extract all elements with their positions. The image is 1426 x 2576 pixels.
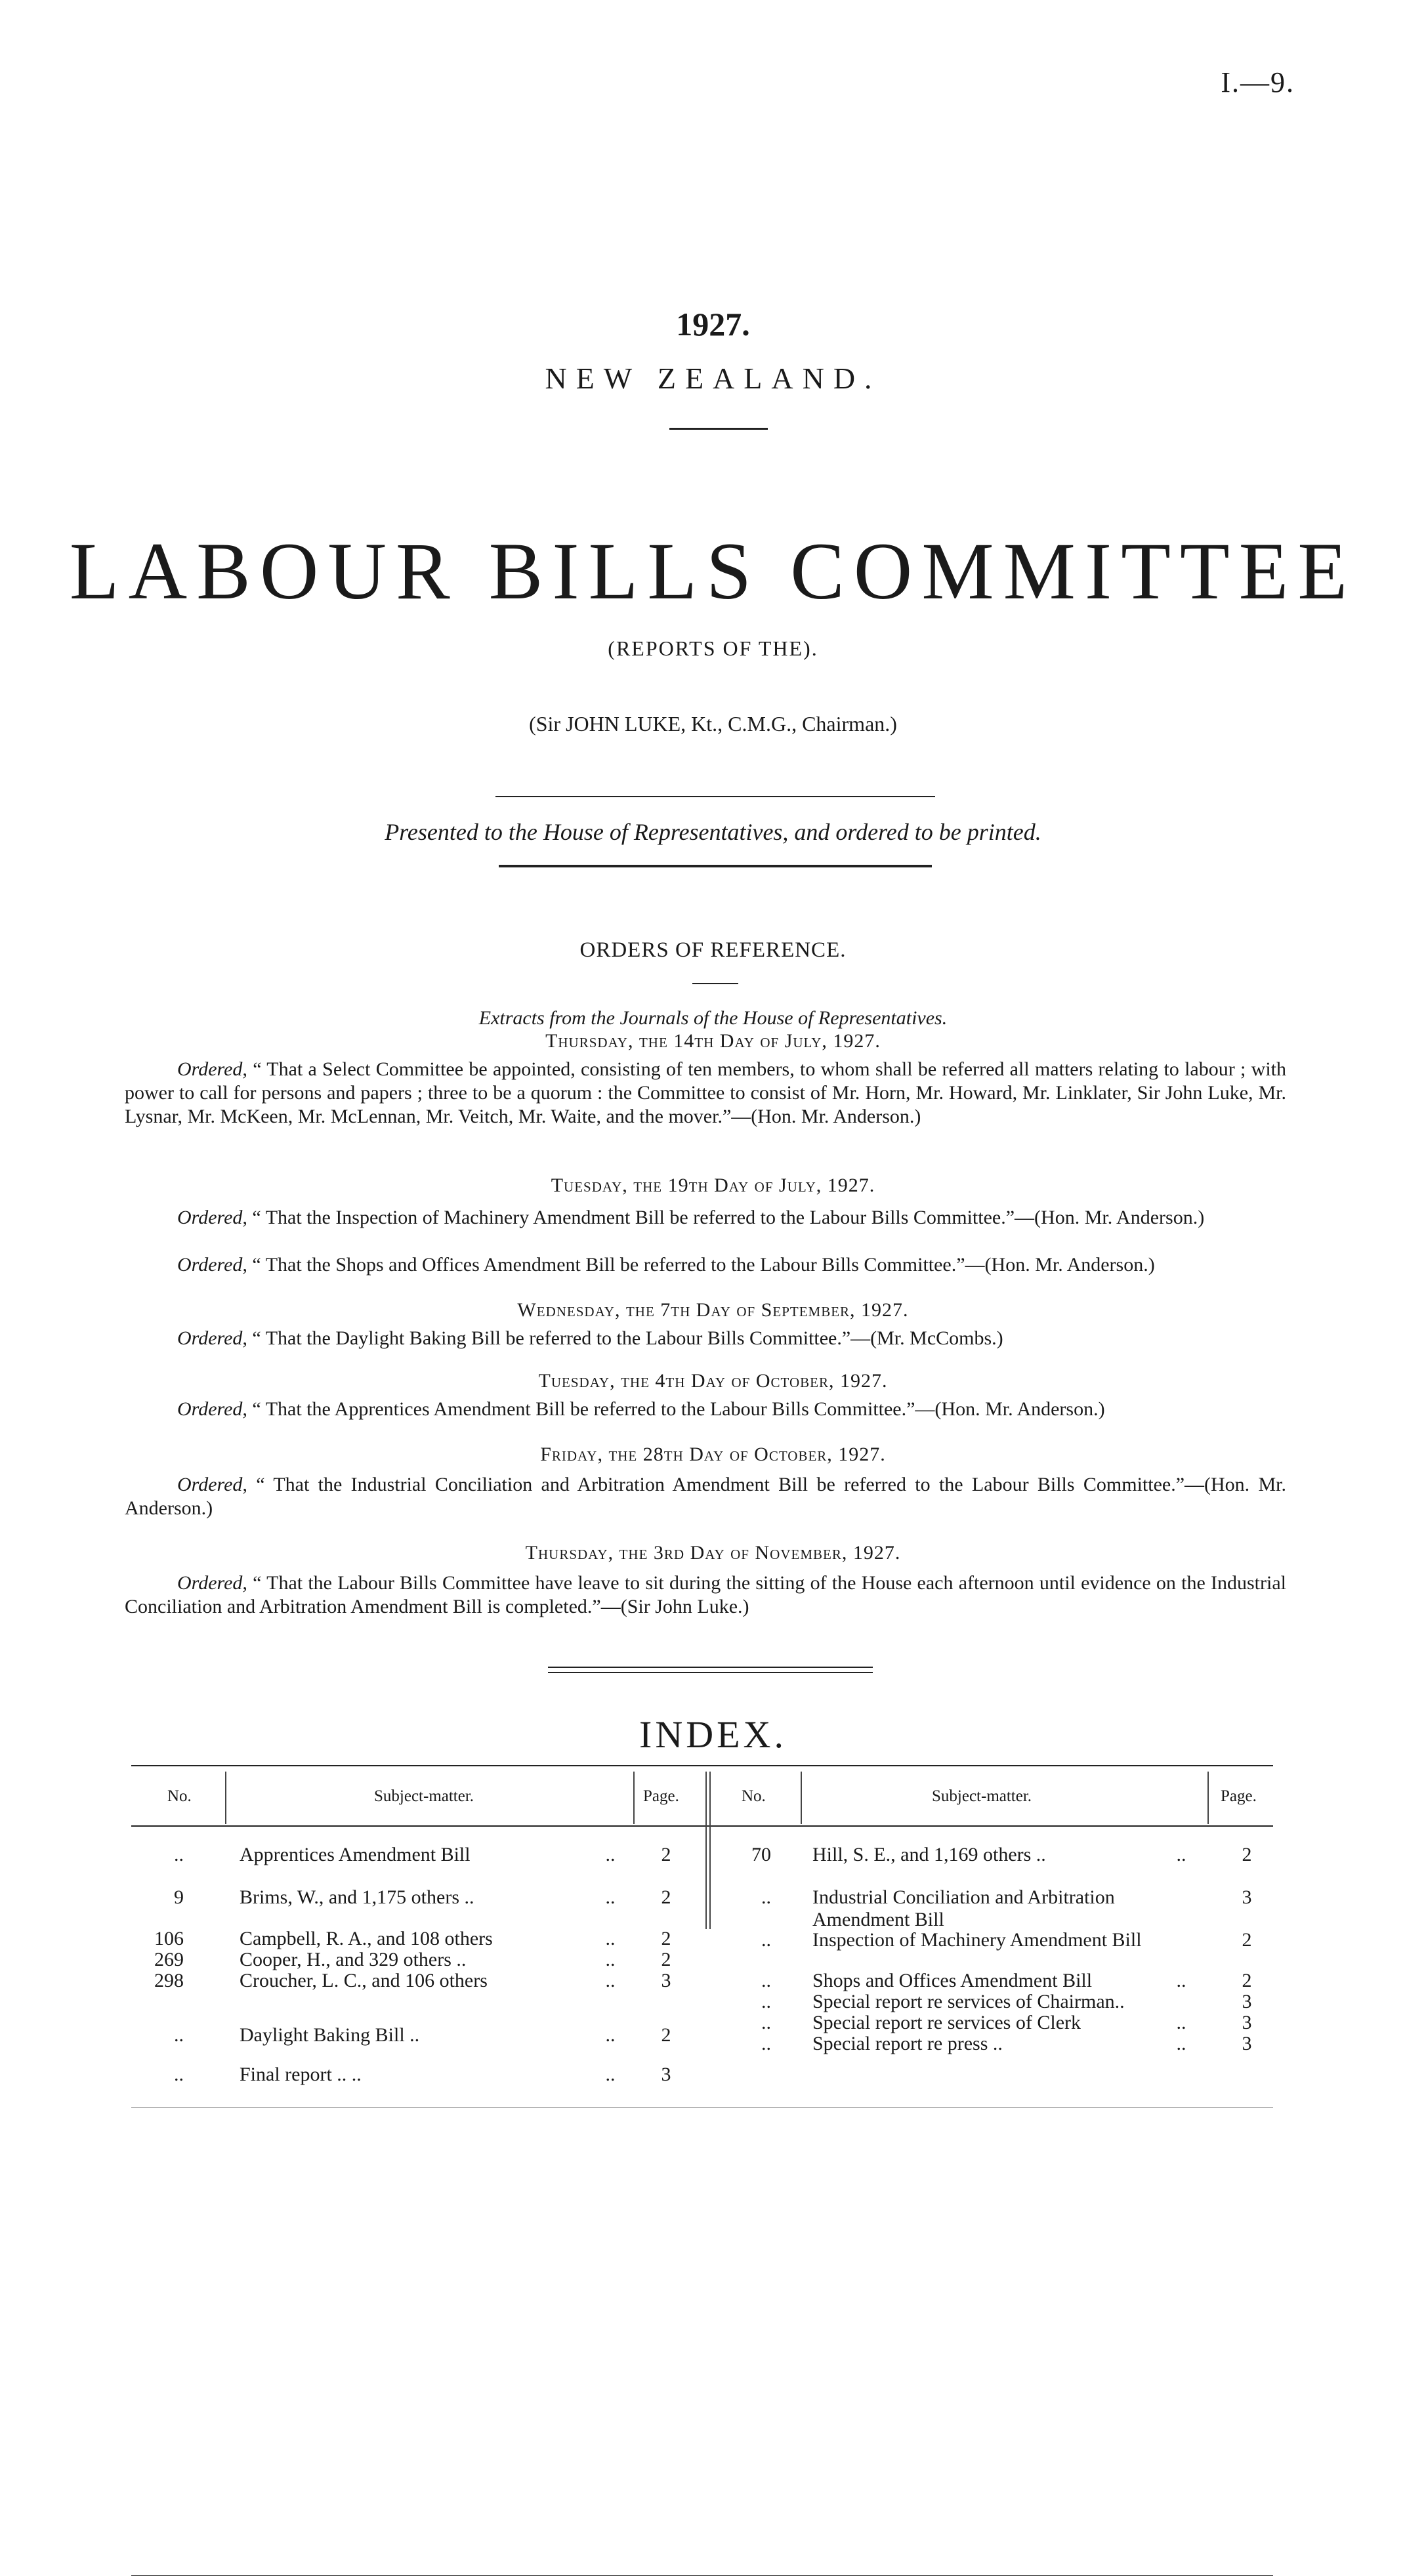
- row-subject: Croucher, L. C., and 106 others: [240, 1970, 488, 1991]
- row-subject: Special report re services of Chairman..: [812, 1991, 1125, 2012]
- column-rule: [705, 1772, 707, 1929]
- header-subject: Subject-matter.: [932, 1787, 1032, 1805]
- row-no: ..: [174, 2024, 184, 2046]
- row-no: 70: [751, 1844, 771, 1865]
- row-page: 3: [1242, 2033, 1252, 2054]
- row-page: 3: [1242, 1886, 1252, 1908]
- order-text: “ That the Apprentices Amendment Bill be referred to the Labour Bills Committee.”—(Hon. Mr. Anderson.): [252, 1398, 1105, 1420]
- row-no: ..: [174, 1844, 184, 1865]
- divider: [495, 796, 935, 797]
- row-page: 2: [1242, 1929, 1252, 1951]
- order-text: “ That the Inspection of Machinery Amendment Bill be referred to the Labour Bills Committee.”—(Hon. Mr. Anderson.): [252, 1207, 1205, 1228]
- row-leader: ..: [605, 1928, 616, 1949]
- row-subject: Shops and Offices Amendment Bill: [812, 1970, 1093, 1991]
- year: 1927.: [676, 306, 750, 343]
- row-subject: Inspection of Machinery Amendment Bill: [812, 1929, 1142, 1951]
- order-paragraph: [125, 1571, 1286, 1619]
- row-no: ..: [761, 1991, 771, 2012]
- divider: [548, 1672, 873, 1673]
- column-rule: [801, 1772, 802, 1824]
- row-no: ..: [761, 2033, 771, 2054]
- order-text: “ That the Labour Bills Committee have leave to sit during the sitting of the House each afternoon until evidence on the Industrial Conciliation and Arbitration Amendment Bill is completed.”—(Sir John Luke.): [125, 1572, 1286, 1617]
- extracts-line: Extracts from the Journals of the House of Representatives.: [478, 1007, 948, 1029]
- presented-line: Presented to the House of Representatives, and ordered to be printed.: [385, 819, 1041, 845]
- row-page: 2: [661, 1844, 671, 1865]
- header-no: No.: [167, 1787, 192, 1805]
- table-header-rule: [131, 1825, 1273, 1827]
- row-page: 2: [661, 1886, 671, 1908]
- row-no: ..: [761, 1929, 771, 1951]
- row-subject: Brims, W., and 1,175 others ..: [240, 1886, 474, 1908]
- column-rule: [633, 1772, 635, 1824]
- row-subject: Special report re services of Clerk: [812, 2012, 1081, 2033]
- row-subject: Daylight Baking Bill ..: [240, 2024, 420, 2046]
- row-subject: Special report re press ..: [812, 2033, 1003, 2054]
- row-no: ..: [761, 2012, 771, 2033]
- order-date: Thursday, the 3rd Day of November, 1927.: [525, 1542, 901, 1564]
- order-date: Tuesday, the 4th Day of October, 1927.: [538, 1370, 888, 1392]
- order-text: “ That the Industrial Conciliation and Arbitration Amendment Bill be referred to the Labour Bills Committee.”—(Hon. Mr. Anderson.): [125, 1474, 1287, 1519]
- order-text: “ That a Select Committee be appointed, consisting of ten members, to whom shall be referred all matters relating to labour ; with power to call for persons and papers ; three to be a quorum : the Committee to consist of Mr. Horn, Mr. Howard, Mr. Linklater, Sir John Luke, Mr. Lysnar, Mr. McKeen, Mr. McLennan, Mr. Veitch, Mr. Waite, and the mover.”—(Hon. Mr. Anderson.): [125, 1058, 1286, 1127]
- table-top-rule: [131, 1765, 1273, 1766]
- row-leader: ..: [605, 1886, 616, 1908]
- row-page: 3: [1242, 1991, 1252, 2012]
- order-date: Tuesday, the 19th Day of July, 1927.: [551, 1174, 875, 1196]
- column-rule: [1207, 1772, 1209, 1824]
- subtitle: (REPORTS OF THE).: [608, 636, 818, 660]
- column-rule: [225, 1772, 226, 1824]
- ordered-label: Ordered,: [177, 1572, 247, 1594]
- row-leader: ..: [605, 1949, 616, 1970]
- order-text: “ That the Daylight Baking Bill be referred to the Labour Bills Committee.”—(Mr. McCombs.): [252, 1327, 1003, 1349]
- order-paragraph: [125, 1327, 1286, 1350]
- order-paragraph: [125, 1253, 1286, 1277]
- row-page: 2: [1242, 1844, 1252, 1865]
- divider: [692, 983, 738, 984]
- header-no: No.: [742, 1787, 766, 1805]
- order-text: “ That the Shops and Offices Amendment Bill be referred to the Labour Bills Committee.”—(Hon. Mr. Anderson.): [252, 1254, 1155, 1276]
- order-paragraph: [125, 1206, 1286, 1230]
- order-date: Wednesday, the 7th Day of September, 1927.: [517, 1299, 909, 1321]
- ordered-label: Ordered,: [177, 1398, 247, 1420]
- page-title: LABOUR BILLS COMMITTEE: [69, 526, 1357, 616]
- row-subject: Campbell, R. A., and 108 others: [240, 1928, 493, 1949]
- row-subject: Cooper, H., and 329 others ..: [240, 1949, 467, 1970]
- row-leader: ..: [1176, 2033, 1186, 2054]
- divider: [499, 865, 932, 867]
- row-page: 2: [661, 1928, 671, 1949]
- row-leader: ..: [605, 2064, 616, 2085]
- row-page: 3: [1242, 2012, 1252, 2033]
- page-code: I.—9.: [1221, 66, 1295, 98]
- row-page: 3: [661, 2064, 671, 2085]
- row-leader: ..: [605, 2024, 616, 2046]
- row-subject: Final report .. ..: [240, 2064, 362, 2085]
- header-page: Page.: [1221, 1787, 1257, 1805]
- order-paragraph: [125, 1058, 1286, 1129]
- row-leader: ..: [605, 1844, 616, 1865]
- chairman-line: (Sir JOHN LUKE, Kt., C.M.G., Chairman.): [529, 712, 897, 736]
- order-paragraph: [125, 1398, 1286, 1421]
- column-rule: [709, 1772, 711, 1929]
- row-no: 106: [154, 1928, 184, 1949]
- order-date: Friday, the 28th Day of October, 1927.: [540, 1444, 886, 1465]
- row-subject: Hill, S. E., and 1,169 others ..: [812, 1844, 1046, 1865]
- ordered-label: Ordered,: [177, 1058, 247, 1080]
- ordered-label: Ordered,: [177, 1207, 247, 1228]
- row-no: 298: [154, 1970, 184, 1991]
- ordered-label: Ordered,: [177, 1327, 247, 1349]
- row-leader: ..: [1176, 2012, 1186, 2033]
- country: NEW ZEALAND.: [545, 362, 881, 395]
- row-no: ..: [761, 1970, 771, 1991]
- row-no: ..: [174, 2064, 184, 2085]
- row-page: 2: [661, 1949, 671, 1970]
- row-subject: Apprentices Amendment Bill: [240, 1844, 471, 1865]
- ordered-label: Ordered,: [177, 1474, 247, 1495]
- header-subject: Subject-matter.: [374, 1787, 474, 1805]
- row-no: 9: [174, 1886, 184, 1908]
- order-paragraph: [125, 1473, 1286, 1520]
- row-leader: ..: [1176, 1970, 1186, 1991]
- row-page: 2: [1242, 1970, 1252, 1991]
- row-page: 2: [661, 2024, 671, 2046]
- divider: [669, 428, 768, 430]
- row-no: ..: [761, 1886, 771, 1908]
- header-page: Page.: [643, 1787, 679, 1805]
- row-subject: Industrial Conciliation and Arbitration Amendment Bill: [812, 1886, 1115, 1930]
- order-date: Thursday, the 14th Day of July, 1927.: [545, 1030, 881, 1052]
- row-leader: ..: [605, 1970, 616, 1991]
- row-no: 269: [154, 1949, 184, 1970]
- divider: [548, 1667, 873, 1668]
- index-heading: INDEX.: [639, 1713, 787, 1756]
- orders-heading: ORDERS OF REFERENCE.: [579, 938, 847, 962]
- ordered-label: Ordered,: [177, 1254, 247, 1276]
- row-leader: ..: [1176, 1844, 1186, 1865]
- row-page: 3: [661, 1970, 671, 1991]
